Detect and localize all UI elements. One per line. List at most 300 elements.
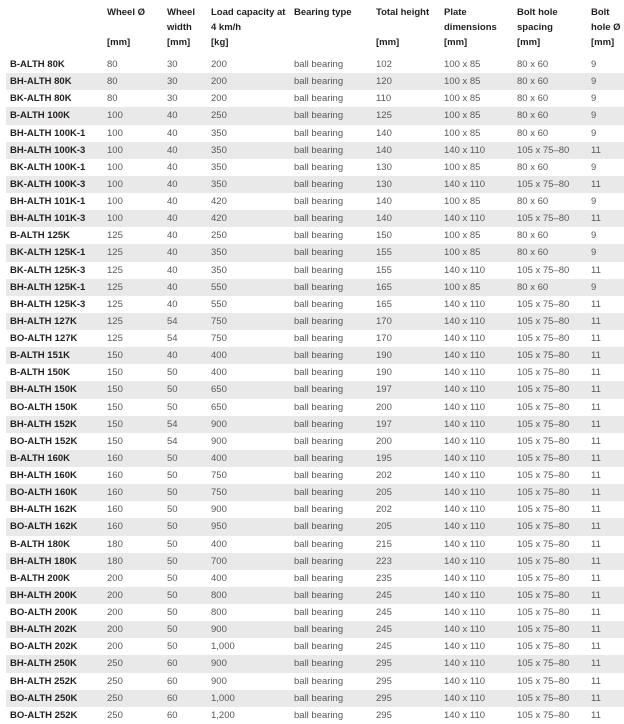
cell-bolt-hole-diameter: 11 (591, 504, 601, 516)
cell-wheel-width: 40 (167, 196, 178, 208)
cell-total-height: 125 (376, 110, 392, 122)
column-header-unit: [mm] (444, 37, 468, 48)
table-row (6, 347, 624, 364)
cell-total-height: 202 (376, 470, 392, 482)
cell-plate-dimensions: 140 x 110 (444, 418, 486, 430)
cell-bearing-type: ball bearing (294, 367, 344, 379)
table-row (6, 227, 624, 244)
cell-wheel-diameter: 200 (107, 624, 123, 636)
cell-wheel-diameter: 125 (107, 264, 123, 276)
cell-model-name: BH-ALTH 250K (10, 658, 77, 670)
cell-model-name: B-ALTH 125K (10, 230, 70, 242)
cell-bolt-hole-diameter: 11 (591, 555, 601, 567)
cell-bearing-type: ball bearing (294, 452, 344, 464)
cell-bolt-hole-diameter: 9 (591, 93, 597, 105)
cell-load-capacity: 420 (211, 213, 227, 225)
cell-bolt-hole-spacing: 105 x 75–80 (517, 401, 570, 413)
cell-plate-dimensions: 140 x 110 (444, 384, 486, 396)
cell-total-height: 140 (376, 213, 392, 225)
table-row (6, 433, 624, 450)
cell-bearing-type: ball bearing (294, 230, 344, 242)
table-row (6, 604, 624, 621)
cell-total-height: 200 (376, 401, 392, 413)
column-header-label: Bearing type (294, 7, 352, 18)
cell-bolt-hole-diameter: 11 (591, 367, 601, 379)
cell-wheel-width: 40 (167, 127, 178, 139)
cell-bolt-hole-spacing: 105 x 75–80 (517, 675, 570, 687)
cell-wheel-diameter: 160 (107, 521, 123, 533)
column-header (6, 5, 103, 56)
cell-plate-dimensions: 100 x 85 (444, 76, 481, 88)
cell-wheel-width: 40 (167, 264, 178, 276)
cell-plate-dimensions: 140 x 110 (444, 538, 486, 550)
table-row (6, 587, 624, 604)
cell-plate-dimensions: 140 x 110 (444, 333, 486, 345)
cell-wheel-diameter: 200 (107, 607, 123, 619)
cell-plate-dimensions: 100 x 85 (444, 247, 481, 259)
cell-bolt-hole-spacing: 105 x 75–80 (517, 607, 570, 619)
cell-bolt-hole-spacing: 105 x 75–80 (517, 589, 570, 601)
cell-load-capacity: 900 (211, 624, 227, 636)
table-row (6, 707, 624, 724)
cell-load-capacity: 400 (211, 350, 227, 362)
cell-model-name: BH-ALTH 150K (10, 384, 77, 396)
cell-total-height: 205 (376, 521, 392, 533)
cell-model-name: BK-ALTH 125K-3 (10, 264, 86, 276)
cell-bearing-type: ball bearing (294, 607, 344, 619)
cell-plate-dimensions: 140 x 110 (444, 709, 486, 721)
column-header (440, 5, 513, 56)
cell-total-height: 200 (376, 435, 392, 447)
cell-wheel-width: 50 (167, 452, 178, 464)
cell-bearing-type: ball bearing (294, 470, 344, 482)
cell-wheel-diameter: 100 (107, 213, 123, 225)
table-row (6, 501, 624, 518)
cell-load-capacity: 250 (211, 230, 227, 242)
cell-load-capacity: 350 (211, 264, 227, 276)
cell-bearing-type: ball bearing (294, 504, 344, 516)
cell-bolt-hole-diameter: 11 (591, 607, 601, 619)
cell-model-name: B-ALTH 151K (10, 350, 70, 362)
cell-bolt-hole-spacing: 105 x 75–80 (517, 452, 570, 464)
cell-total-height: 295 (376, 692, 392, 704)
cell-total-height: 165 (376, 298, 392, 310)
cell-bolt-hole-diameter: 11 (591, 144, 601, 156)
cell-total-height: 245 (376, 589, 392, 601)
cell-bolt-hole-diameter: 11 (591, 675, 601, 687)
cell-bolt-hole-diameter: 11 (591, 589, 601, 601)
cell-bolt-hole-diameter: 9 (591, 196, 597, 208)
column-header-unit: [mm] (107, 37, 131, 48)
cell-bolt-hole-spacing: 105 x 75–80 (517, 641, 570, 653)
cell-wheel-diameter: 180 (107, 555, 123, 567)
cell-wheel-diameter: 150 (107, 418, 123, 430)
cell-bolt-hole-diameter: 11 (591, 487, 601, 499)
table-row (6, 176, 624, 193)
column-header-unit: [mm] (517, 37, 541, 48)
cell-bolt-hole-diameter: 11 (591, 298, 601, 310)
cell-load-capacity: 200 (211, 93, 227, 105)
cell-bearing-type: ball bearing (294, 76, 344, 88)
cell-total-height: 140 (376, 144, 392, 156)
cell-plate-dimensions: 100 x 85 (444, 59, 481, 71)
cell-plate-dimensions: 140 x 110 (444, 452, 486, 464)
cell-bolt-hole-spacing: 105 x 75–80 (517, 298, 570, 310)
cell-bolt-hole-diameter: 11 (591, 264, 601, 276)
cell-bearing-type: ball bearing (294, 692, 344, 704)
cell-bolt-hole-diameter: 11 (591, 692, 601, 704)
cell-wheel-width: 40 (167, 144, 178, 156)
cell-load-capacity: 400 (211, 452, 227, 464)
table-row (6, 621, 624, 638)
cell-bearing-type: ball bearing (294, 350, 344, 362)
cell-bolt-hole-spacing: 80 x 60 (517, 230, 549, 242)
cell-bolt-hole-diameter: 11 (591, 213, 601, 225)
cell-load-capacity: 1,200 (211, 709, 235, 721)
cell-plate-dimensions: 140 x 110 (444, 470, 486, 482)
cell-plate-dimensions: 100 x 85 (444, 93, 481, 105)
cell-bearing-type: ball bearing (294, 384, 344, 396)
cell-bolt-hole-spacing: 80 x 60 (517, 59, 549, 71)
cell-bearing-type: ball bearing (294, 264, 344, 276)
column-header (103, 5, 163, 56)
cell-bearing-type: ball bearing (294, 93, 344, 105)
cell-model-name: B-ALTH 160K (10, 452, 70, 464)
cell-bolt-hole-diameter: 11 (591, 709, 601, 721)
table-row (6, 56, 624, 73)
cell-load-capacity: 550 (211, 298, 227, 310)
table-row (6, 690, 624, 707)
cell-wheel-width: 50 (167, 401, 178, 413)
cell-wheel-diameter: 100 (107, 196, 123, 208)
table-row (6, 638, 624, 655)
cell-plate-dimensions: 140 x 110 (444, 350, 486, 362)
cell-wheel-diameter: 250 (107, 658, 123, 670)
cell-wheel-width: 40 (167, 298, 178, 310)
cell-bolt-hole-spacing: 105 x 75–80 (517, 555, 570, 567)
cell-total-height: 205 (376, 487, 392, 499)
cell-bolt-hole-diameter: 11 (591, 624, 601, 636)
cell-bearing-type: ball bearing (294, 641, 344, 653)
cell-load-capacity: 200 (211, 59, 227, 71)
cell-load-capacity: 1,000 (211, 692, 235, 704)
cell-plate-dimensions: 100 x 85 (444, 196, 481, 208)
cell-plate-dimensions: 140 x 110 (444, 624, 486, 636)
column-header-unit: [mm] (376, 37, 400, 48)
cell-load-capacity: 350 (211, 247, 227, 259)
table-row (6, 484, 624, 501)
cell-bearing-type: ball bearing (294, 315, 344, 327)
table-row (6, 381, 624, 398)
cell-wheel-diameter: 80 (107, 76, 118, 88)
cell-bolt-hole-diameter: 9 (591, 161, 597, 173)
cell-plate-dimensions: 140 x 110 (444, 658, 486, 670)
cell-wheel-diameter: 100 (107, 110, 123, 122)
cell-plate-dimensions: 140 x 110 (444, 298, 486, 310)
cell-total-height: 197 (376, 384, 392, 396)
cell-total-height: 245 (376, 607, 392, 619)
cell-plate-dimensions: 140 x 110 (444, 213, 486, 225)
cell-wheel-width: 50 (167, 504, 178, 516)
cell-load-capacity: 200 (211, 76, 227, 88)
cell-bearing-type: ball bearing (294, 127, 344, 139)
cell-wheel-diameter: 100 (107, 144, 123, 156)
cell-model-name: BO-ALTH 200K (10, 607, 78, 619)
cell-plate-dimensions: 100 x 85 (444, 281, 481, 293)
cell-total-height: 140 (376, 196, 392, 208)
cell-total-height: 215 (376, 538, 392, 550)
cell-load-capacity: 400 (211, 572, 227, 584)
table-row (6, 107, 624, 124)
table-header-row (6, 0, 624, 56)
cell-bolt-hole-diameter: 11 (591, 350, 601, 362)
cell-wheel-diameter: 160 (107, 452, 123, 464)
cell-wheel-diameter: 125 (107, 298, 123, 310)
cell-wheel-diameter: 150 (107, 384, 123, 396)
cell-bolt-hole-spacing: 105 x 75–80 (517, 487, 570, 499)
cell-bolt-hole-diameter: 9 (591, 110, 597, 122)
cell-bolt-hole-diameter: 9 (591, 281, 597, 293)
cell-load-capacity: 400 (211, 367, 227, 379)
cell-bolt-hole-spacing: 105 x 75–80 (517, 418, 570, 430)
cell-model-name: BH-ALTH 127K (10, 315, 77, 327)
cell-total-height: 195 (376, 452, 392, 464)
cell-model-name: B-ALTH 150K (10, 367, 70, 379)
cell-bolt-hole-spacing: 80 x 60 (517, 247, 549, 259)
cell-bearing-type: ball bearing (294, 521, 344, 533)
column-header-label (10, 5, 103, 35)
table-row (6, 364, 624, 381)
cell-wheel-diameter: 200 (107, 589, 123, 601)
cell-wheel-width: 50 (167, 367, 178, 379)
cell-bolt-hole-spacing: 105 x 75–80 (517, 333, 570, 345)
cell-plate-dimensions: 140 x 110 (444, 315, 486, 327)
cell-bolt-hole-diameter: 11 (591, 315, 601, 327)
cell-model-name: BH-ALTH 101K-1 (10, 196, 86, 208)
cell-wheel-diameter: 180 (107, 538, 123, 550)
cell-wheel-width: 60 (167, 709, 178, 721)
cell-wheel-diameter: 125 (107, 315, 123, 327)
cell-bolt-hole-spacing: 80 x 60 (517, 93, 549, 105)
cell-bolt-hole-spacing: 105 x 75–80 (517, 709, 570, 721)
cell-model-name: B-ALTH 80K (10, 59, 65, 71)
cell-bolt-hole-spacing: 105 x 75–80 (517, 178, 570, 190)
cell-wheel-diameter: 200 (107, 641, 123, 653)
cell-bolt-hole-spacing: 105 x 75–80 (517, 470, 570, 482)
cell-wheel-diameter: 100 (107, 178, 123, 190)
cell-model-name: BH-ALTH 101K-3 (10, 213, 86, 225)
cell-bolt-hole-spacing: 105 x 75–80 (517, 367, 570, 379)
cell-model-name: BO-ALTH 252K (10, 709, 78, 721)
cell-model-name: BH-ALTH 200K (10, 589, 77, 601)
column-header-label: Load capacity at 4 km/h (211, 7, 286, 33)
cell-plate-dimensions: 140 x 110 (444, 487, 486, 499)
cell-total-height: 150 (376, 230, 392, 242)
column-header-unit: [kg] (211, 37, 229, 48)
cell-bolt-hole-spacing: 105 x 75–80 (517, 521, 570, 533)
cell-bolt-hole-diameter: 11 (591, 658, 601, 670)
table-row (6, 536, 624, 553)
cell-model-name: BH-ALTH 160K (10, 470, 77, 482)
cell-bolt-hole-diameter: 9 (591, 59, 597, 71)
cell-bolt-hole-diameter: 9 (591, 230, 597, 242)
table-row (6, 296, 624, 313)
cell-bolt-hole-spacing: 80 x 60 (517, 281, 549, 293)
cell-bearing-type: ball bearing (294, 675, 344, 687)
column-header-label: Bolt hole Ø (591, 7, 621, 33)
cell-plate-dimensions: 100 x 85 (444, 230, 481, 242)
table-row (6, 244, 624, 261)
cell-load-capacity: 750 (211, 487, 227, 499)
cell-bearing-type: ball bearing (294, 589, 344, 601)
cell-bolt-hole-spacing: 105 x 75–80 (517, 144, 570, 156)
cell-load-capacity: 400 (211, 538, 227, 550)
cell-wheel-width: 60 (167, 692, 178, 704)
cell-wheel-width: 54 (167, 333, 178, 345)
cell-wheel-width: 50 (167, 384, 178, 396)
column-header-label: Wheel Ø (107, 7, 146, 18)
cell-total-height: 140 (376, 127, 392, 139)
table-row (6, 673, 624, 690)
cell-bolt-hole-diameter: 11 (591, 538, 601, 550)
column-header-unit: [mm] (591, 37, 615, 48)
cell-bolt-hole-spacing: 105 x 75–80 (517, 692, 570, 704)
cell-wheel-diameter: 150 (107, 401, 123, 413)
cell-model-name: B-ALTH 100K (10, 110, 70, 122)
cell-wheel-width: 40 (167, 281, 178, 293)
cell-bearing-type: ball bearing (294, 555, 344, 567)
cell-model-name: BO-ALTH 152K (10, 435, 78, 447)
cell-wheel-width: 50 (167, 555, 178, 567)
table-row (6, 655, 624, 672)
cell-bolt-hole-spacing: 105 x 75–80 (517, 435, 570, 447)
cell-total-height: 130 (376, 178, 392, 190)
cell-total-height: 170 (376, 315, 392, 327)
table-row (6, 142, 624, 159)
cell-wheel-width: 40 (167, 350, 178, 362)
table-row (6, 330, 624, 347)
cell-model-name: BH-ALTH 125K-1 (10, 281, 86, 293)
table-row (6, 467, 624, 484)
table-row (6, 125, 624, 142)
cell-total-height: 155 (376, 247, 392, 259)
cell-model-name: BO-ALTH 162K (10, 521, 78, 533)
cell-plate-dimensions: 100 x 85 (444, 127, 481, 139)
cell-total-height: 295 (376, 675, 392, 687)
cell-wheel-width: 30 (167, 76, 178, 88)
cell-bolt-hole-diameter: 11 (591, 452, 601, 464)
cell-wheel-diameter: 125 (107, 247, 123, 259)
column-header (587, 5, 624, 56)
table-row (6, 159, 624, 176)
cell-bolt-hole-spacing: 105 x 75–80 (517, 213, 570, 225)
cell-bolt-hole-diameter: 11 (591, 435, 601, 447)
cell-bearing-type: ball bearing (294, 401, 344, 413)
cell-wheel-width: 30 (167, 93, 178, 105)
cell-bearing-type: ball bearing (294, 110, 344, 122)
cell-bolt-hole-diameter: 11 (591, 521, 601, 533)
cell-plate-dimensions: 140 x 110 (444, 641, 486, 653)
cell-plate-dimensions: 140 x 110 (444, 572, 486, 584)
cell-model-name: BH-ALTH 152K (10, 418, 77, 430)
cell-bolt-hole-spacing: 105 x 75–80 (517, 384, 570, 396)
cell-wheel-width: 50 (167, 589, 178, 601)
column-header-label: Wheel width (167, 7, 195, 33)
cell-wheel-width: 50 (167, 538, 178, 550)
cell-wheel-diameter: 125 (107, 281, 123, 293)
cell-wheel-diameter: 80 (107, 93, 118, 105)
cell-bolt-hole-spacing: 80 x 60 (517, 196, 549, 208)
cell-total-height: 223 (376, 555, 392, 567)
cell-wheel-width: 40 (167, 178, 178, 190)
cell-wheel-diameter: 150 (107, 367, 123, 379)
cell-load-capacity: 650 (211, 384, 227, 396)
cell-wheel-width: 54 (167, 418, 178, 430)
cell-model-name: BH-ALTH 252K (10, 675, 77, 687)
table-body (6, 56, 624, 724)
cell-bolt-hole-diameter: 9 (591, 247, 597, 259)
cell-plate-dimensions: 140 x 110 (444, 401, 486, 413)
cell-model-name: B-ALTH 200K (10, 572, 70, 584)
column-header (290, 5, 372, 56)
table-row (6, 210, 624, 227)
cell-wheel-diameter: 250 (107, 709, 123, 721)
column-header-unit: [mm] (167, 37, 191, 48)
cell-bolt-hole-spacing: 80 x 60 (517, 161, 549, 173)
cell-wheel-diameter: 150 (107, 350, 123, 362)
cell-load-capacity: 250 (211, 110, 227, 122)
cell-wheel-diameter: 200 (107, 572, 123, 584)
cell-wheel-diameter: 100 (107, 127, 123, 139)
cell-plate-dimensions: 140 x 110 (444, 589, 486, 601)
cell-bolt-hole-diameter: 9 (591, 127, 597, 139)
cell-bearing-type: ball bearing (294, 538, 344, 550)
cell-wheel-width: 50 (167, 624, 178, 636)
cell-wheel-diameter: 125 (107, 230, 123, 242)
cell-wheel-diameter: 250 (107, 675, 123, 687)
table-row (6, 90, 624, 107)
cell-wheel-width: 54 (167, 435, 178, 447)
cell-load-capacity: 350 (211, 178, 227, 190)
cell-bolt-hole-diameter: 9 (591, 76, 597, 88)
cell-wheel-diameter: 250 (107, 692, 123, 704)
cell-wheel-diameter: 150 (107, 435, 123, 447)
cell-wheel-diameter: 160 (107, 504, 123, 516)
cell-bolt-hole-spacing: 80 x 60 (517, 76, 549, 88)
cell-load-capacity: 550 (211, 281, 227, 293)
cell-load-capacity: 750 (211, 470, 227, 482)
table-row (6, 73, 624, 90)
cell-bolt-hole-diameter: 11 (591, 641, 601, 653)
cell-bearing-type: ball bearing (294, 709, 344, 721)
column-header-label: Bolt hole spacing (517, 7, 558, 33)
cell-bearing-type: ball bearing (294, 333, 344, 345)
cell-bolt-hole-spacing: 105 x 75–80 (517, 315, 570, 327)
cell-wheel-width: 50 (167, 470, 178, 482)
cell-model-name: BO-ALTH 160K (10, 487, 78, 499)
cell-bolt-hole-diameter: 11 (591, 418, 601, 430)
cell-load-capacity: 750 (211, 333, 227, 345)
cell-wheel-width: 50 (167, 521, 178, 533)
cell-model-name: BH-ALTH 100K-3 (10, 144, 86, 156)
cell-plate-dimensions: 100 x 85 (444, 161, 481, 173)
cell-bearing-type: ball bearing (294, 161, 344, 173)
cell-wheel-width: 50 (167, 487, 178, 499)
cell-bearing-type: ball bearing (294, 298, 344, 310)
cell-bolt-hole-spacing: 80 x 60 (517, 127, 549, 139)
cell-model-name: BH-ALTH 80K (10, 76, 72, 88)
cell-load-capacity: 420 (211, 196, 227, 208)
